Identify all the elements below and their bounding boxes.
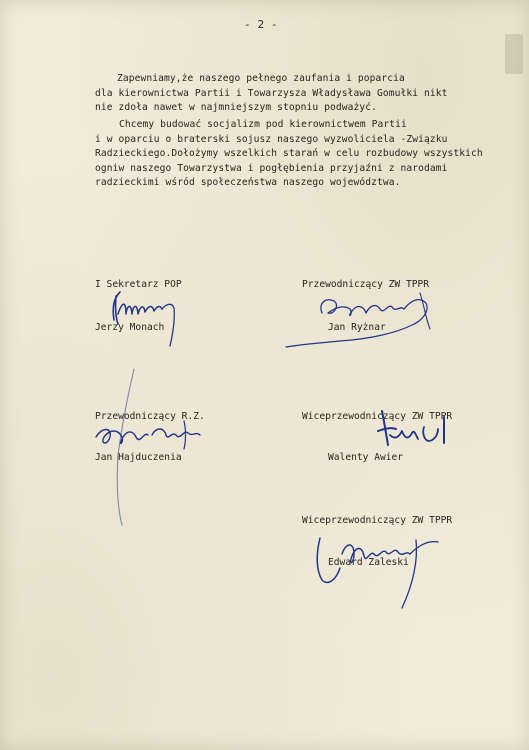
paragraph-line: dla kierownictwa Partii i Towarzysza Władysława Gomułki nikt [95, 87, 448, 99]
page-number: - 2 - [244, 18, 278, 31]
handwritten-signature [280, 285, 470, 360]
paragraph-line: Chcemy budować socjalizm pod kierownictwem Partii [119, 119, 407, 130]
paper-edge-stain [505, 34, 523, 74]
signatory-title: I Sekretarz POP [95, 279, 182, 290]
signatory-name: Walenty Awier [328, 452, 404, 463]
handwritten-signature [306, 520, 456, 620]
paragraph-line: Radzieckiego.Dołożymy wszelkich starań w celu rozbudowy wszystkich [95, 148, 483, 159]
handwritten-signature [88, 365, 218, 535]
paragraph-2 [95, 118, 483, 191]
signatory-name: Jan Hajduczenia [95, 452, 182, 463]
handwritten-signature [100, 278, 190, 353]
paragraph-line: i w oparciu o braterski sojusz naszego wyzwoliciela -Związku [95, 133, 448, 145]
signatory-title: Przewodniczący R.Z. [95, 411, 205, 422]
paragraph-line: radzieckimi wśród społeczeństwa naszego województwa. [95, 177, 401, 188]
signatory-title: Przewodniczący ZW TPPR [302, 279, 430, 290]
signatory-name: Jerzy Monach [95, 322, 165, 333]
signatory-title: Wiceprzewodniczący ZW TPPR [302, 515, 453, 526]
handwritten-signature [372, 405, 462, 453]
signatory-name: Edward Zaleski [328, 557, 409, 568]
signatory-title: Wiceprzewodniczący ZW TPPR [302, 411, 453, 422]
paragraph-line: ogniw naszego Towarzystwa i pogłębienia przyjaźni z narodami [95, 162, 448, 174]
paragraph-1 [95, 72, 448, 116]
paragraph-line: Zapewniamy,że naszego pełnego zaufania i poparcia [117, 73, 405, 84]
paragraph-line: nie zdoła nawet w najmniejszym stopniu podważyć. [95, 102, 378, 113]
signatory-name: Jan Ryżnar [328, 322, 386, 333]
